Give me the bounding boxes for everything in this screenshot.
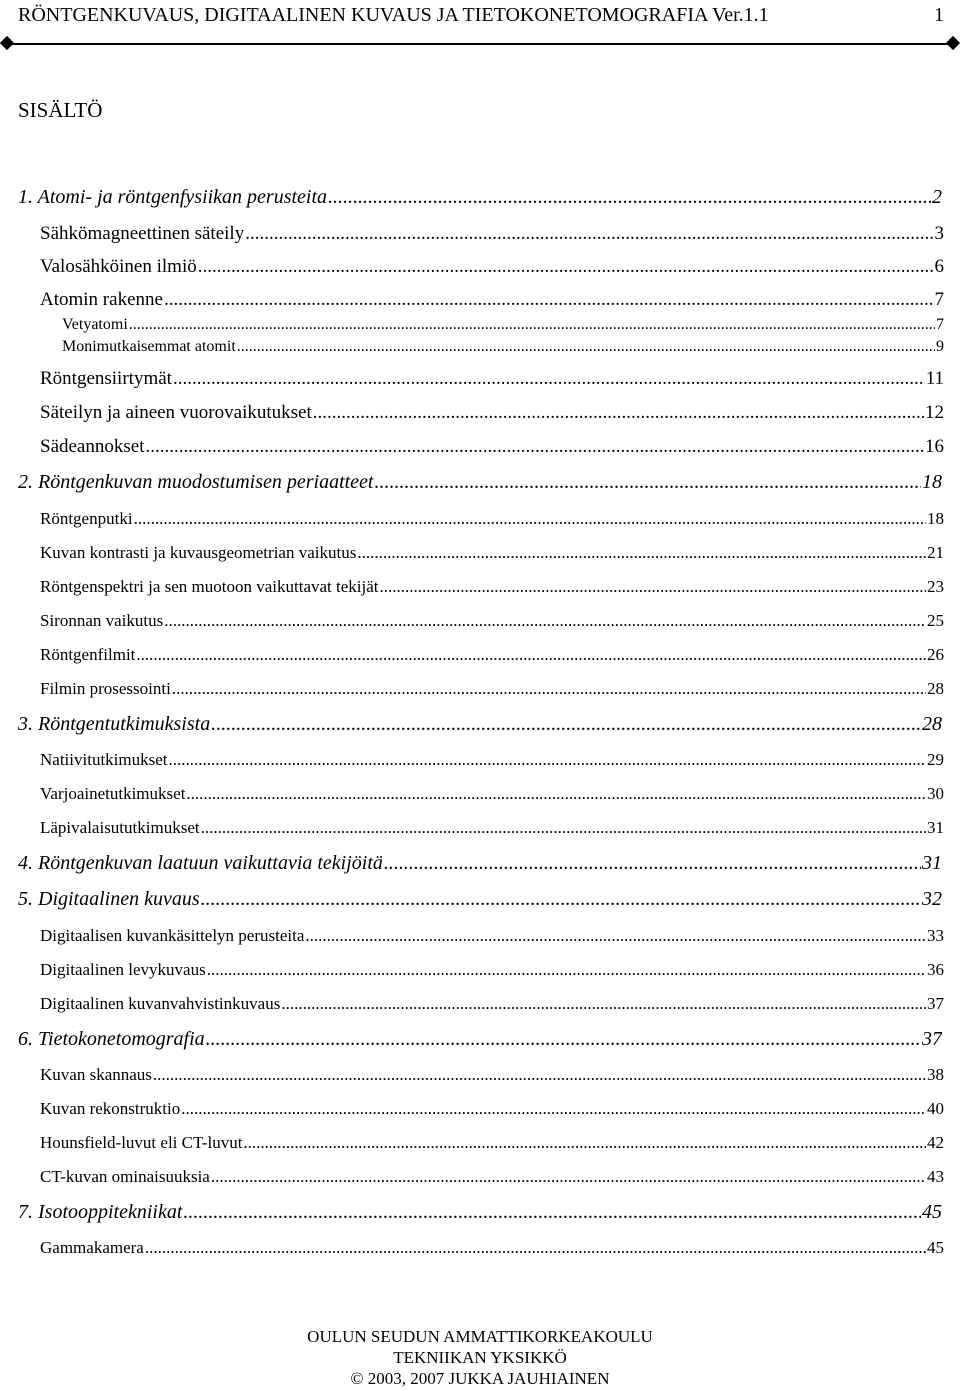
toc-entry-label: Digitaalisen kuvankäsittelyn perusteita bbox=[40, 926, 305, 945]
toc-entry-page: 30 bbox=[927, 784, 944, 803]
toc-entry[interactable] bbox=[40, 436, 944, 461]
toc-entry-label: CT-kuvan ominaisuuksia bbox=[40, 1167, 210, 1186]
toc-entry-label: Kuvan skannaus bbox=[40, 1065, 152, 1084]
toc-entry-page: 37 bbox=[927, 994, 944, 1013]
toc-entry-label: Sähkömagneettinen säteily bbox=[40, 223, 245, 244]
toc-entry-chapter-4[interactable] bbox=[18, 852, 942, 878]
toc-entry-chapter-2[interactable] bbox=[18, 471, 942, 497]
toc-entry-page: 45 bbox=[922, 1201, 942, 1223]
toc-entry-page: 28 bbox=[927, 679, 944, 698]
toc-entry-label: Monimutkaisemmat atomit bbox=[62, 338, 236, 355]
toc-entry-label: 3. Röntgentutkimuksista bbox=[18, 713, 211, 735]
toc-entry[interactable] bbox=[40, 960, 944, 984]
page-footer bbox=[0, 1326, 960, 1389]
toc-entry-label: Kuvan kontrasti ja kuvausgeometrian vaikutus bbox=[40, 543, 357, 562]
toc-entry-label: Atomin rakenne bbox=[40, 289, 163, 310]
toc-entry[interactable] bbox=[40, 223, 944, 248]
toc-entry-label: Hounsfield-luvut eli CT-luvut bbox=[40, 1133, 243, 1152]
toc-entry-page: 11 bbox=[925, 368, 944, 389]
toc-entry-page: 29 bbox=[927, 750, 944, 769]
toc-entry-label: Digitaalinen levykuvaus bbox=[40, 960, 206, 979]
page-header bbox=[0, 0, 960, 50]
toc-entry-label: Varjoainetutkimukset bbox=[40, 784, 186, 803]
toc-entry-label: 6. Tietokonetomografia bbox=[18, 1028, 205, 1050]
toc-entry-label: Gammakamera bbox=[40, 1238, 144, 1257]
toc-entry-label: 5. Digitaalinen kuvaus bbox=[18, 888, 200, 910]
toc-entry-chapter-7[interactable] bbox=[18, 1201, 942, 1227]
toc-entry-page: 2 bbox=[932, 186, 942, 208]
toc-entry-page: 26 bbox=[927, 645, 944, 664]
toc-entry-page: 18 bbox=[927, 509, 944, 528]
toc-entry-page: 31 bbox=[922, 852, 942, 874]
toc-entry-label: Filmin prosessointi bbox=[40, 679, 171, 698]
toc-entry-label: Kuvan rekonstruktio bbox=[40, 1099, 181, 1118]
toc-entry-page: 9 bbox=[936, 338, 944, 355]
toc-entry-page: 23 bbox=[927, 577, 944, 596]
toc-entry-page: 31 bbox=[927, 818, 944, 837]
toc-heading: SISÄLTÖ bbox=[18, 98, 103, 122]
toc-entry-label: Digitaalinen kuvanvahvistinkuvaus bbox=[40, 994, 281, 1013]
toc-entry[interactable] bbox=[40, 611, 944, 635]
toc-entry-label: Natiivitutkimukset bbox=[40, 750, 168, 769]
toc-entry-label: 1. Atomi- ja röntgenfysiikan perusteita bbox=[18, 186, 328, 208]
toc-entry-label: Röntgenfilmit bbox=[40, 645, 136, 664]
toc-entry-page: 36 bbox=[927, 960, 944, 979]
toc-entry-label: Röntgenspektri ja sen muotoon vaikuttavat tekijät bbox=[40, 577, 379, 596]
toc-entry-label: 7. Isotooppitekniikat bbox=[18, 1201, 183, 1223]
toc-entry-page: 42 bbox=[927, 1133, 944, 1152]
toc-entry-chapter-1[interactable] bbox=[18, 186, 942, 212]
toc-entry[interactable] bbox=[40, 256, 944, 281]
toc-entry-label: Röntgenputki bbox=[40, 509, 133, 528]
toc-entry[interactable] bbox=[40, 1133, 944, 1157]
toc-entry-label: Läpivalaisututkimukset bbox=[40, 818, 200, 837]
page-number: 1 bbox=[934, 4, 944, 26]
toc-entry-page: 7 bbox=[934, 289, 944, 310]
toc-entry-label: 2. Röntgenkuvan muodostumisen periaatteet bbox=[18, 471, 374, 493]
toc-entry-page: 18 bbox=[922, 471, 942, 493]
toc-entry[interactable] bbox=[40, 402, 944, 427]
footer-institution: OULUN SEUDUN AMMATTIKORKEAKOULU bbox=[307, 1327, 653, 1346]
toc-entry-page: 45 bbox=[927, 1238, 944, 1257]
toc-entry-page: 37 bbox=[922, 1028, 942, 1050]
toc-entry-page: 28 bbox=[922, 713, 942, 735]
toc-entry-page: 43 bbox=[927, 1167, 944, 1186]
toc-entry-page: 21 bbox=[927, 543, 944, 562]
toc-entry[interactable] bbox=[40, 577, 944, 601]
toc-entry-page: 40 bbox=[927, 1099, 944, 1118]
toc-entry-page: 25 bbox=[927, 611, 944, 630]
footer-department: TEKNIIKAN YKSIKKÖ bbox=[393, 1348, 567, 1367]
toc-entry-page: 6 bbox=[934, 256, 944, 277]
toc-entry[interactable] bbox=[40, 818, 944, 842]
toc-entry-chapter-6[interactable] bbox=[18, 1028, 942, 1054]
toc-entry[interactable] bbox=[40, 368, 944, 393]
toc-entry-label: 4. Röntgenkuvan laatuun vaikuttavia tekijöitä bbox=[18, 852, 383, 874]
rule-diamond-right bbox=[946, 36, 960, 50]
toc-entry-label: Sädeannokset bbox=[40, 436, 145, 457]
toc-entry[interactable] bbox=[40, 994, 944, 1018]
toc-entry[interactable] bbox=[40, 645, 944, 669]
toc-entry[interactable] bbox=[40, 784, 944, 808]
toc-entry-page: 32 bbox=[922, 888, 942, 910]
toc-entry-page: 3 bbox=[934, 223, 944, 244]
toc-entry[interactable] bbox=[40, 1238, 944, 1262]
toc-entry[interactable] bbox=[62, 338, 944, 360]
toc-entry-page: 16 bbox=[925, 436, 944, 457]
toc-entry-label: Vetyatomi bbox=[62, 316, 128, 333]
toc-entry[interactable] bbox=[40, 1099, 944, 1123]
toc-entry[interactable] bbox=[40, 926, 944, 950]
toc-entry[interactable] bbox=[40, 543, 944, 567]
toc-entry[interactable] bbox=[40, 509, 944, 533]
toc-entry-page: 33 bbox=[927, 926, 944, 945]
toc-entry-page: 12 bbox=[925, 402, 944, 423]
toc-entry-chapter-3[interactable] bbox=[18, 713, 942, 739]
header-rule bbox=[6, 43, 954, 45]
toc-entry-page: 38 bbox=[927, 1065, 944, 1084]
toc-entry-label: Valosähköinen ilmiö bbox=[40, 256, 197, 277]
toc-entry-label: Sironnan vaikutus bbox=[40, 611, 164, 630]
toc-entry[interactable] bbox=[40, 1065, 944, 1089]
toc-entry-page: 7 bbox=[936, 316, 944, 333]
toc-entry[interactable] bbox=[40, 1167, 944, 1191]
toc-entry[interactable] bbox=[40, 289, 944, 314]
toc-entry[interactable] bbox=[40, 750, 944, 774]
toc-entry-label: Säteilyn ja aineen vuorovaikutukset bbox=[40, 402, 312, 423]
document-title: RÖNTGENKUVAUS, DIGITAALINEN KUVAUS JA TIETOKONETOMOGRAFIA Ver.1.1 bbox=[18, 4, 769, 26]
toc-entry-label: Röntgensiirtymät bbox=[40, 368, 172, 389]
toc-entry[interactable] bbox=[62, 316, 944, 338]
toc-entry-chapter-5[interactable] bbox=[18, 888, 942, 914]
footer-copyright: © 2003, 2007 JUKKA JAUHIAINEN bbox=[350, 1369, 610, 1388]
toc-entry[interactable] bbox=[40, 679, 944, 703]
